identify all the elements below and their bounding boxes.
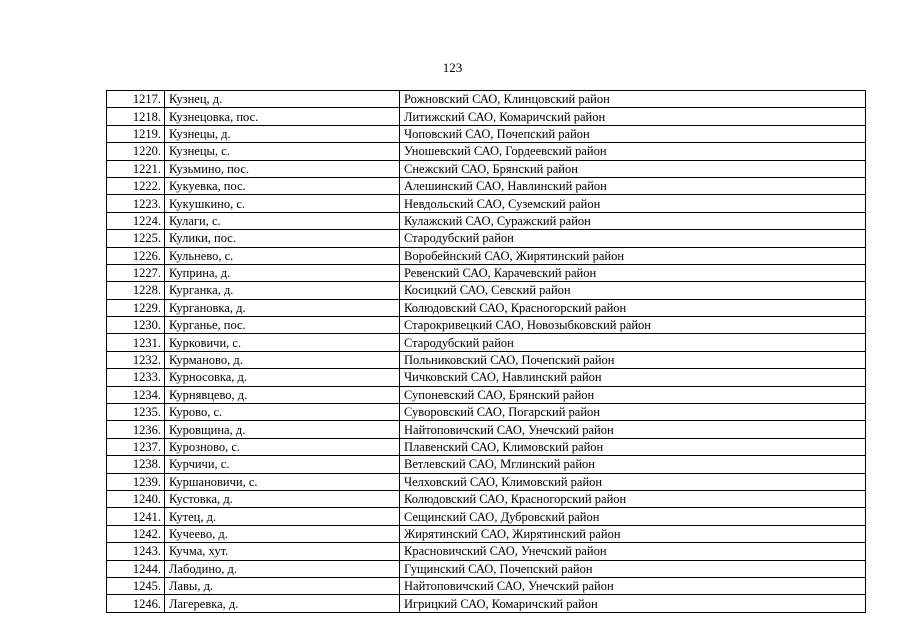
table-row bbox=[107, 508, 866, 525]
row-number-cell: 1244. bbox=[107, 560, 165, 577]
administrative-unit-cell: Жирятинский САО, Жирятинский район bbox=[400, 525, 866, 542]
table-row bbox=[107, 351, 866, 368]
administrative-unit-cell: Кулажский САО, Суражский район bbox=[400, 212, 866, 229]
table-row bbox=[107, 543, 866, 560]
administrative-unit-cell: Снежский САО, Брянский район bbox=[400, 160, 866, 177]
settlement-name-cell: Кузнецы, с. bbox=[165, 143, 400, 160]
settlement-name-cell: Курносовка, д. bbox=[165, 369, 400, 386]
table-row bbox=[107, 299, 866, 316]
administrative-unit-cell: Ветлевский САО, Мглинский район bbox=[400, 456, 866, 473]
settlement-name-cell: Кучма, хут. bbox=[165, 543, 400, 560]
administrative-unit-cell: Косицкий САО, Севский район bbox=[400, 282, 866, 299]
settlement-name-cell: Куршановичи, с. bbox=[165, 473, 400, 490]
settlement-name-cell: Кулаги, с. bbox=[165, 212, 400, 229]
table-row bbox=[107, 108, 866, 125]
row-number-cell: 1245. bbox=[107, 577, 165, 594]
administrative-unit-cell: Старокривецкий САО, Новозыбковский район bbox=[400, 317, 866, 334]
settlement-name-cell: Кузнецовка, пос. bbox=[165, 108, 400, 125]
administrative-unit-cell: Колюдовский САО, Красногорский район bbox=[400, 299, 866, 316]
settlement-name-cell: Курово, с. bbox=[165, 404, 400, 421]
administrative-unit-cell: Красновичский САО, Унечский район bbox=[400, 543, 866, 560]
settlement-name-cell: Лабодино, д. bbox=[165, 560, 400, 577]
row-number-cell: 1242. bbox=[107, 525, 165, 542]
row-number-cell: 1246. bbox=[107, 595, 165, 612]
table-row bbox=[107, 473, 866, 490]
settlement-name-cell: Куприна, д. bbox=[165, 264, 400, 281]
row-number-cell: 1222. bbox=[107, 177, 165, 194]
administrative-unit-cell: Челховский САО, Климовский район bbox=[400, 473, 866, 490]
administrative-unit-cell: Невдольский САО, Суземский район bbox=[400, 195, 866, 212]
administrative-unit-cell: Рожновский САО, Клинцовский район bbox=[400, 91, 866, 108]
administrative-unit-cell: Чоповский САО, Почепский район bbox=[400, 125, 866, 142]
row-number-cell: 1239. bbox=[107, 473, 165, 490]
row-number-cell: 1241. bbox=[107, 508, 165, 525]
settlement-name-cell: Курчичи, с. bbox=[165, 456, 400, 473]
settlement-name-cell: Кучеево, д. bbox=[165, 525, 400, 542]
administrative-unit-cell: Колюдовский САО, Красногорский район bbox=[400, 490, 866, 507]
administrative-unit-cell: Сещинский САО, Дубровский район bbox=[400, 508, 866, 525]
row-number-cell: 1240. bbox=[107, 490, 165, 507]
settlement-name-cell: Курганье, пос. bbox=[165, 317, 400, 334]
settlement-name-cell: Кукуевка, пос. bbox=[165, 177, 400, 194]
row-number-cell: 1235. bbox=[107, 404, 165, 421]
table-row bbox=[107, 317, 866, 334]
administrative-unit-cell: Польниковский САО, Почепский район bbox=[400, 351, 866, 368]
row-number-cell: 1228. bbox=[107, 282, 165, 299]
table-row bbox=[107, 490, 866, 507]
settlement-name-cell: Кутец, д. bbox=[165, 508, 400, 525]
table-row bbox=[107, 560, 866, 577]
settlement-name-cell: Лагеревка, д. bbox=[165, 595, 400, 612]
row-number-cell: 1231. bbox=[107, 334, 165, 351]
table-row bbox=[107, 456, 866, 473]
administrative-unit-cell: Ревенский САО, Карачевский район bbox=[400, 264, 866, 281]
row-number-cell: 1226. bbox=[107, 247, 165, 264]
administrative-unit-cell: Воробейнский САО, Жирятинский район bbox=[400, 247, 866, 264]
table-row bbox=[107, 369, 866, 386]
table-row bbox=[107, 125, 866, 142]
row-number-cell: 1230. bbox=[107, 317, 165, 334]
administrative-unit-cell: Найтоповичский САО, Унечский район bbox=[400, 421, 866, 438]
table-row bbox=[107, 334, 866, 351]
row-number-cell: 1237. bbox=[107, 438, 165, 455]
row-number-cell: 1227. bbox=[107, 264, 165, 281]
settlement-name-cell: Кузьмино, пос. bbox=[165, 160, 400, 177]
row-number-cell: 1234. bbox=[107, 386, 165, 403]
settlement-name-cell: Курганка, д. bbox=[165, 282, 400, 299]
settlement-name-cell: Кукушкино, с. bbox=[165, 195, 400, 212]
settlement-name-cell: Курнявцево, д. bbox=[165, 386, 400, 403]
table-row bbox=[107, 177, 866, 194]
administrative-unit-cell: Алешинский САО, Навлинский район bbox=[400, 177, 866, 194]
row-number-cell: 1220. bbox=[107, 143, 165, 160]
administrative-unit-cell: Чичковский САО, Навлинский район bbox=[400, 369, 866, 386]
settlement-name-cell: Курковичи, с. bbox=[165, 334, 400, 351]
table-row bbox=[107, 421, 866, 438]
table-row bbox=[107, 404, 866, 421]
settlement-name-cell: Кургановка, д. bbox=[165, 299, 400, 316]
settlement-name-cell: Кустовка, д. bbox=[165, 490, 400, 507]
row-number-cell: 1233. bbox=[107, 369, 165, 386]
administrative-unit-cell: Литижский САО, Комаричский район bbox=[400, 108, 866, 125]
settlements-table bbox=[106, 90, 866, 613]
row-number-cell: 1221. bbox=[107, 160, 165, 177]
table-row bbox=[107, 195, 866, 212]
row-number-cell: 1229. bbox=[107, 299, 165, 316]
table-row bbox=[107, 143, 866, 160]
table-row bbox=[107, 595, 866, 612]
row-number-cell: 1236. bbox=[107, 421, 165, 438]
row-number-cell: 1232. bbox=[107, 351, 165, 368]
table-row bbox=[107, 438, 866, 455]
page-number: 123 bbox=[442, 60, 463, 75]
administrative-unit-cell: Плавенский САО, Климовский район bbox=[400, 438, 866, 455]
row-number-cell: 1223. bbox=[107, 195, 165, 212]
table-row bbox=[107, 247, 866, 264]
row-number-cell: 1217. bbox=[107, 91, 165, 108]
table-row bbox=[107, 230, 866, 247]
settlement-name-cell: Кузнецы, д. bbox=[165, 125, 400, 142]
administrative-unit-cell: Стародубский район bbox=[400, 334, 866, 351]
table-row bbox=[107, 212, 866, 229]
settlement-name-cell: Курманово, д. bbox=[165, 351, 400, 368]
table-body bbox=[107, 91, 866, 613]
table-row bbox=[107, 91, 866, 108]
administrative-unit-cell: Суворовский САО, Погарский район bbox=[400, 404, 866, 421]
row-number-cell: 1219. bbox=[107, 125, 165, 142]
administrative-unit-cell: Уношевский САО, Гордеевский район bbox=[400, 143, 866, 160]
table-row bbox=[107, 160, 866, 177]
row-number-cell: 1225. bbox=[107, 230, 165, 247]
administrative-unit-cell: Супоневский САО, Брянский район bbox=[400, 386, 866, 403]
settlement-name-cell: Лавы, д. bbox=[165, 577, 400, 594]
row-number-cell: 1218. bbox=[107, 108, 165, 125]
row-number-cell: 1243. bbox=[107, 543, 165, 560]
administrative-unit-cell: Найтоповичский САО, Унечский район bbox=[400, 577, 866, 594]
row-number-cell: 1224. bbox=[107, 212, 165, 229]
table-row bbox=[107, 577, 866, 594]
settlement-name-cell: Кульнево, с. bbox=[165, 247, 400, 264]
table-row bbox=[107, 525, 866, 542]
settlement-name-cell: Курозново, с. bbox=[165, 438, 400, 455]
administrative-unit-cell: Гущинский САО, Почепский район bbox=[400, 560, 866, 577]
table-row bbox=[107, 264, 866, 281]
settlement-name-cell: Куровщина, д. bbox=[165, 421, 400, 438]
table-row bbox=[107, 282, 866, 299]
table-row bbox=[107, 386, 866, 403]
settlement-name-cell: Кулики, пос. bbox=[165, 230, 400, 247]
row-number-cell: 1238. bbox=[107, 456, 165, 473]
settlement-name-cell: Кузнец, д. bbox=[165, 91, 400, 108]
administrative-unit-cell: Игрицкий САО, Комаричский район bbox=[400, 595, 866, 612]
administrative-unit-cell: Стародубский район bbox=[400, 230, 866, 247]
